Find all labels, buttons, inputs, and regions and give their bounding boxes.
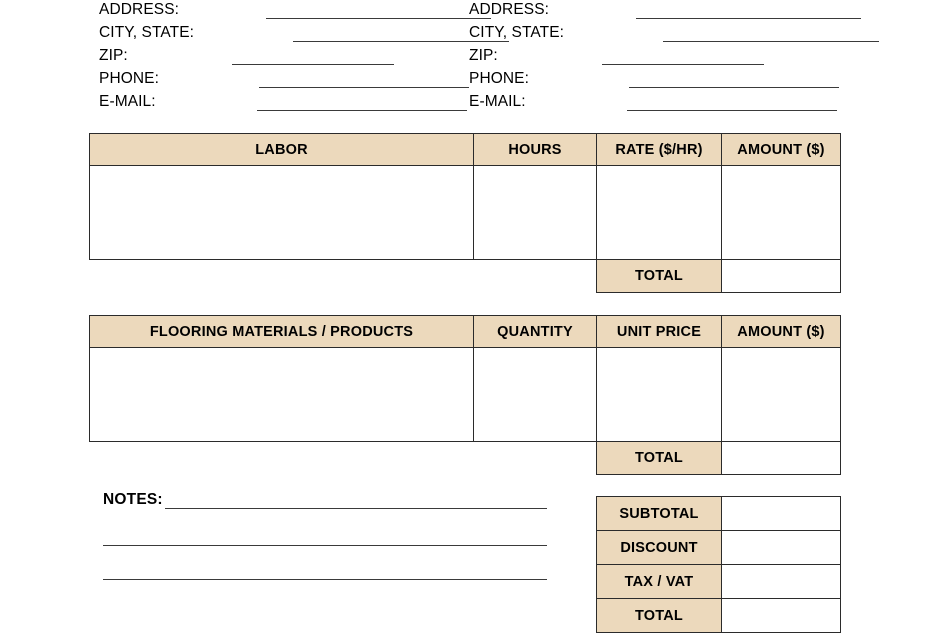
- materials-cell-quantity[interactable]: [474, 348, 597, 442]
- summary-row-total: [597, 599, 841, 633]
- materials-total-spacer-1: [90, 442, 474, 475]
- field-label-phone-left: PHONE:: [99, 70, 160, 87]
- summary-label-discount: DISCOUNT: [597, 531, 722, 565]
- labor-header-rate: RATE ($/HR): [597, 134, 722, 166]
- materials-header-description: FLOORING MATERIALS / PRODUCTS: [90, 316, 474, 348]
- field-rule-zip-left[interactable]: [232, 64, 394, 65]
- labor-total-label: TOTAL: [597, 260, 722, 293]
- summary-row-subtotal: [597, 497, 841, 531]
- labor-cell-hours[interactable]: [474, 166, 597, 260]
- field-label-zip-left: ZIP:: [99, 47, 128, 64]
- labor-total-value[interactable]: [722, 260, 841, 293]
- materials-cell-amount[interactable]: [722, 348, 841, 442]
- field-rule-email-right[interactable]: [627, 110, 837, 111]
- materials-header-amount: AMOUNT ($): [722, 316, 841, 348]
- labor-cell-amount[interactable]: [722, 166, 841, 260]
- labor-header-hours: HOURS: [474, 134, 597, 166]
- summary-label-total: TOTAL: [597, 599, 722, 633]
- materials-total-label: TOTAL: [597, 442, 722, 475]
- materials-total-row: [90, 442, 841, 475]
- field-rule-address-right[interactable]: [636, 18, 861, 19]
- summary-value-total[interactable]: [722, 599, 841, 633]
- field-rule-zip-right[interactable]: [602, 64, 764, 65]
- summary-label-tax-vat: TAX / VAT: [597, 565, 722, 599]
- field-rule-phone-left[interactable]: [259, 87, 469, 88]
- materials-entry-row: [90, 348, 841, 442]
- labor-header-amount: AMOUNT ($): [722, 134, 841, 166]
- labor-table: [89, 133, 841, 293]
- materials-header-row: [90, 316, 841, 348]
- materials-header-unit-price: UNIT PRICE: [597, 316, 722, 348]
- field-label-email-left: E-MAIL:: [99, 93, 156, 110]
- labor-header-description: LABOR: [90, 134, 474, 166]
- notes-rule-line-1[interactable]: [165, 508, 547, 509]
- summary-table: [596, 496, 841, 633]
- labor-cell-rate[interactable]: [597, 166, 722, 260]
- notes-rule-line-2[interactable]: [103, 545, 547, 546]
- field-rule-city-state-right[interactable]: [663, 41, 879, 42]
- materials-table: [89, 315, 841, 475]
- labor-total-spacer-1: [90, 260, 474, 293]
- field-rule-email-left[interactable]: [257, 110, 467, 111]
- materials-cell-unit-price[interactable]: [597, 348, 722, 442]
- materials-cell-description[interactable]: [90, 348, 474, 442]
- notes-label: NOTES:: [103, 491, 163, 508]
- field-label-address-left: ADDRESS:: [99, 1, 180, 18]
- field-label-phone-right: PHONE:: [469, 70, 530, 87]
- labor-cell-description[interactable]: [90, 166, 474, 260]
- materials-header-quantity: QUANTITY: [474, 316, 597, 348]
- field-label-zip-right: ZIP:: [469, 47, 498, 64]
- field-label-address-right: ADDRESS:: [469, 1, 550, 18]
- summary-value-subtotal[interactable]: [722, 497, 841, 531]
- field-rule-phone-right[interactable]: [629, 87, 839, 88]
- labor-header-row: [90, 134, 841, 166]
- summary-value-discount[interactable]: [722, 531, 841, 565]
- summary-label-subtotal: SUBTOTAL: [597, 497, 722, 531]
- labor-total-row: [90, 260, 841, 293]
- summary-value-tax-vat[interactable]: [722, 565, 841, 599]
- summary-row-discount: [597, 531, 841, 565]
- labor-entry-row: [90, 166, 841, 260]
- field-label-city-state-left: CITY, STATE:: [99, 24, 195, 41]
- notes-rule-line-3[interactable]: [103, 579, 547, 580]
- field-label-city-state-right: CITY, STATE:: [469, 24, 565, 41]
- field-rule-address-left[interactable]: [266, 18, 491, 19]
- labor-total-spacer-2: [474, 260, 597, 293]
- materials-total-spacer-2: [474, 442, 597, 475]
- materials-total-value[interactable]: [722, 442, 841, 475]
- field-label-email-right: E-MAIL:: [469, 93, 526, 110]
- summary-row-tax-vat: [597, 565, 841, 599]
